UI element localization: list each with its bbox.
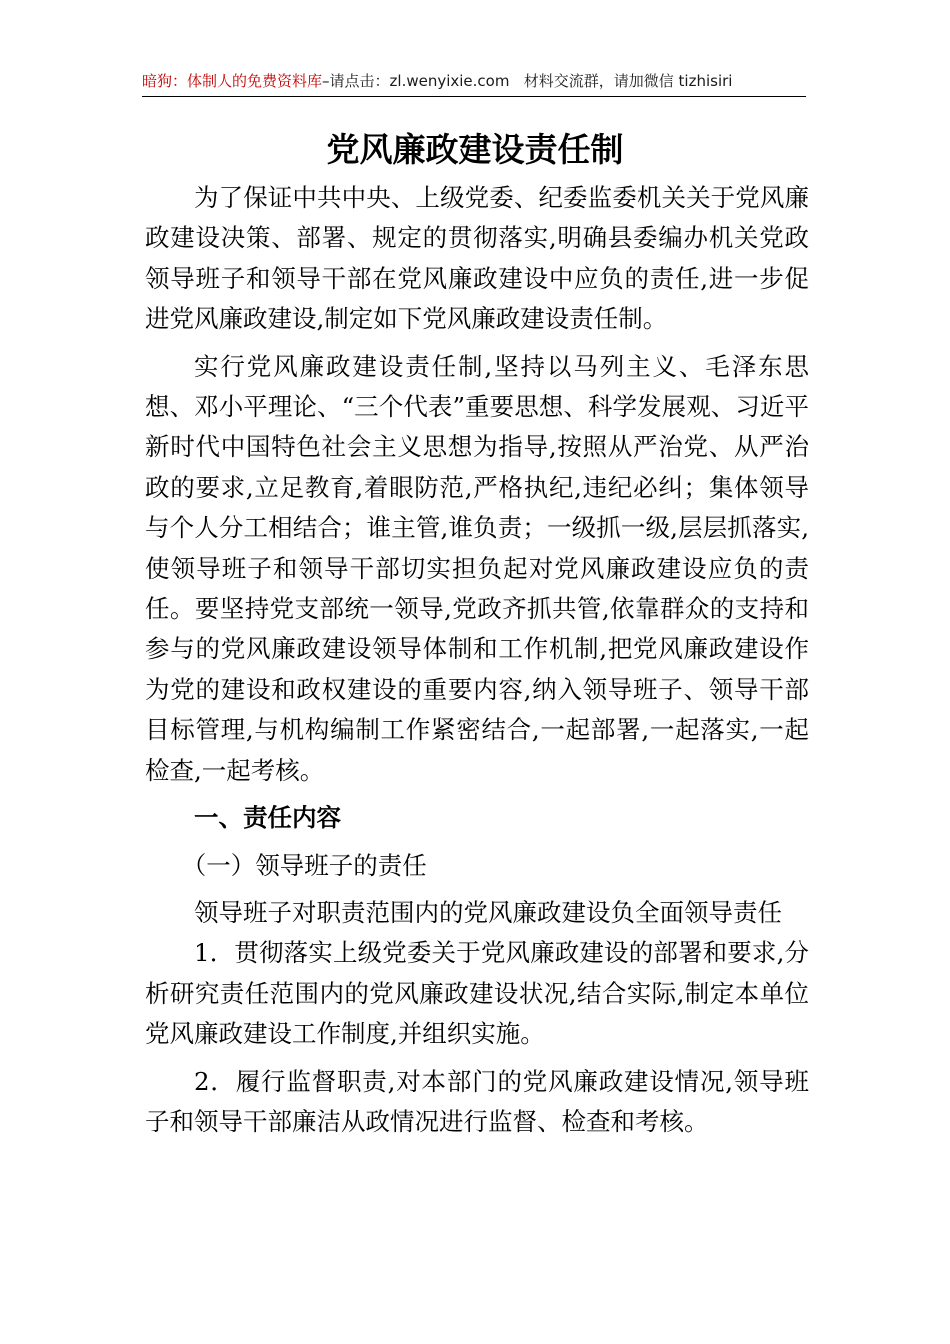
- header-spacer: [509, 72, 523, 90]
- body-paragraph-2: 实行党风廉政建设责任制,坚持以马列主义、毛泽东思想、邓小平理论、“三个代表”重要思想、科学发展观、习近平新时代中国特色社会主义思想为指导,按照从严治党、从严治政的要求,立足教育,着眼防范,严格执纪,违纪必纠；集体领导与个人分工相结合；谁主管,谁负责；一级抓一级,层层抓落实,使领导班子和领导干部切实担负起对党风廉政建设应负的责任。要坚持党支部统一领导,党政齐抓共管,依靠群众的支持和参与的党风廉政建设领导体制和工作机制,把党风廉政建设作为党的建设和政权建设的重要内容,纳入领导班子、领导干部目标管理,与机构编制工作紧密结合,一起部署,一起落实,一起检查,一起考核。: [145, 351, 809, 785]
- paragraph-gap: [145, 340, 809, 347]
- document-body: [145, 178, 809, 1142]
- list-item-2: 2．履行监督职责,对本部门的党风廉政建设情况,领导班子和领导干部廉洁从政情况进行监督、检查和考核。: [145, 1066, 809, 1136]
- section-heading: 一、责任内容: [194, 803, 341, 833]
- header-site-name: 暗狗：体制人的免费资料库: [142, 72, 323, 90]
- header-group-text: 材料交流群，请加微信 tizhisiri: [523, 72, 733, 90]
- paragraph-gap: [145, 839, 809, 846]
- document-title: 党风廉政建设责任制: [326, 130, 624, 169]
- paragraph-gap: [145, 1055, 809, 1062]
- subsection-heading: （一）领导班子的责任: [181, 850, 427, 880]
- header-url-link[interactable]: zl.wenyixie.com: [389, 72, 510, 90]
- paragraph-gap: [145, 791, 809, 798]
- page-header: [142, 66, 806, 96]
- body-paragraph-1: 为了保证中共中央、上级党委、纪委监委机关关于党风廉政建设决策、部署、规定的贯彻落实,明确县委编办机关党政领导班子和领导干部在党风廉政建设中应负的责任,进一步促进党风廉政建设,制定如下党风廉政建设责任制。: [145, 183, 809, 334]
- header-divider: [142, 96, 806, 97]
- paragraph-gap: [145, 886, 809, 893]
- subsection-intro: 领导班子对职责范围内的党风廉政建设负全面领导责任: [194, 897, 782, 927]
- list-item-1: 1．贯彻落实上级党委关于党风廉政建设的部署和要求,分析研究责任范围内的党风廉政建设状况,结合实际,制定本单位党风廉政建设工作制度,并组织实施。: [145, 938, 809, 1049]
- header-click-text: –请点击：: [322, 72, 390, 90]
